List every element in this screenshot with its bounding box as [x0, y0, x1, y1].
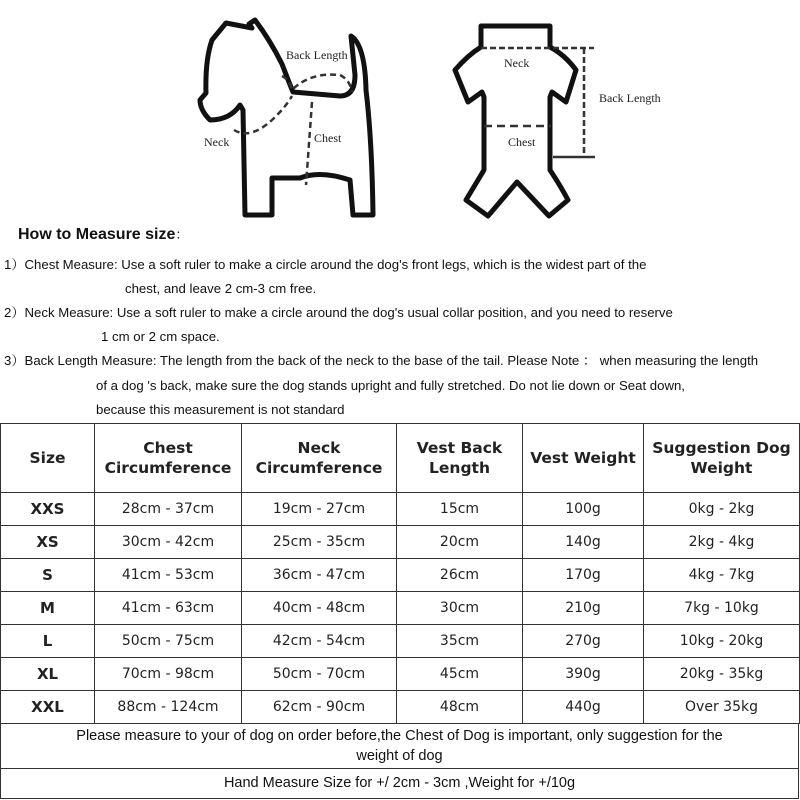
step-2: [4, 305, 673, 321]
table-row: [1, 625, 800, 658]
neck-cell: 19cm - 27cm: [242, 493, 397, 526]
size-cell: M: [1, 592, 95, 625]
size-cell: XS: [1, 526, 95, 559]
header-size: Size: [1, 424, 95, 493]
front-back-length-label: Back Length: [599, 91, 661, 105]
step-number: 1）: [4, 257, 25, 272]
vest-weight-cell: 100g: [523, 493, 644, 526]
chest-cell: 30cm - 42cm: [95, 526, 242, 559]
chest-cell: 41cm - 63cm: [95, 592, 242, 625]
size-cell: L: [1, 625, 95, 658]
step-1-continuation: chest, and leave 2 cm-3 cm free.: [125, 281, 317, 296]
neck-cell: 50cm - 70cm: [242, 658, 397, 691]
dog-weight-cell: 0kg - 2kg: [644, 493, 800, 526]
step-3: [4, 353, 758, 369]
dog-weight-cell: 10kg - 20kg: [644, 625, 800, 658]
neck-cell: 25cm - 35cm: [242, 526, 397, 559]
table-row: [1, 493, 800, 526]
back-length-cell: 35cm: [397, 625, 523, 658]
step-text: Back Length Measure: The length from the back of the neck to the base of the tail. Please Note ： when measuring the length: [24, 353, 759, 368]
table-header-row: [1, 424, 800, 493]
neck-cell: 36cm - 47cm: [242, 559, 397, 592]
header-chest-circumference: Chest Circumference: [95, 424, 242, 493]
measurement-note: [0, 723, 799, 769]
header-suggestion-dog-weight: Suggestion Dog Weight: [644, 424, 800, 493]
step-3-continuation-1: of a dog 's back, make sure the dog stands upright and fully stretched. Do not lie down or Seat down,: [96, 378, 685, 393]
howto-title-colon: ：: [175, 227, 189, 242]
table-row: [1, 658, 800, 691]
vest-weight-cell: 140g: [523, 526, 644, 559]
chest-cell: 28cm - 37cm: [95, 493, 242, 526]
dog-outline-illustrations: [0, 0, 800, 225]
dog-weight-cell: 4kg - 7kg: [644, 559, 800, 592]
note-line-1: Please measure to your of dog on order before,the Chest of Dog is important, only suggestion for the: [76, 728, 723, 744]
side-back-length-label: Back Length: [286, 48, 348, 62]
back-length-cell: 20cm: [397, 526, 523, 559]
vest-weight-cell: 390g: [523, 658, 644, 691]
step-3-continuation-2: because this measurement is not standard: [96, 402, 345, 417]
front-chest-label: Chest: [508, 135, 536, 149]
dog-weight-cell: 7kg - 10kg: [644, 592, 800, 625]
neck-cell: 42cm - 54cm: [242, 625, 397, 658]
back-length-cell: 48cm: [397, 691, 523, 724]
front-dog-icon: [455, 26, 576, 216]
size-cell: S: [1, 559, 95, 592]
step-2-continuation: 1 cm or 2 cm space.: [101, 329, 220, 344]
step-text: Neck Measure: Use a soft ruler to make a circle around the dog's usual collar position, and you need to reserve: [24, 305, 673, 320]
step-text: Chest Measure: Use a soft ruler to make a circle around the dog's front legs, which is the widest part of the: [24, 257, 647, 272]
front-neck-label: Neck: [504, 56, 530, 70]
measurement-diagrams: [0, 0, 800, 225]
vest-weight-cell: 440g: [523, 691, 644, 724]
vest-weight-cell: 210g: [523, 592, 644, 625]
header-neck-circumference: Neck Circumference: [242, 424, 397, 493]
table-row: [1, 592, 800, 625]
neck-cell: 40cm - 48cm: [242, 592, 397, 625]
step-number: 3）: [4, 353, 25, 368]
chest-cell: 50cm - 75cm: [95, 625, 242, 658]
chest-cell: 70cm - 98cm: [95, 658, 242, 691]
dog-weight-cell: 2kg - 4kg: [644, 526, 800, 559]
table-row: [1, 526, 800, 559]
vest-weight-cell: 270g: [523, 625, 644, 658]
side-neck-label: Neck: [204, 135, 230, 149]
back-length-cell: 30cm: [397, 592, 523, 625]
size-cell: XXL: [1, 691, 95, 724]
size-cell: XXS: [1, 493, 95, 526]
header-vest-weight: Vest Weight: [523, 424, 644, 493]
chest-cell: 41cm - 53cm: [95, 559, 242, 592]
note-line-2: weight of dog: [356, 748, 443, 764]
header-vest-back-length: Vest Back Length: [397, 424, 523, 493]
dog-weight-cell: Over 35kg: [644, 691, 800, 724]
howto-title-text: How to Measure size: [18, 226, 176, 243]
back-length-cell: 45cm: [397, 658, 523, 691]
table-row: [1, 559, 800, 592]
vest-weight-cell: 170g: [523, 559, 644, 592]
howto-title: [18, 224, 188, 244]
table-row: [1, 691, 800, 724]
step-1: [4, 257, 646, 273]
front-dog-measure-lines: [481, 48, 595, 157]
chest-cell: 88cm - 124cm: [95, 691, 242, 724]
step-number: 2）: [4, 305, 25, 320]
neck-cell: 62cm - 90cm: [242, 691, 397, 724]
size-chart-table: [0, 423, 800, 724]
size-cell: XL: [1, 658, 95, 691]
dog-weight-cell: 20kg - 35kg: [644, 658, 800, 691]
tolerance-note: Hand Measure Size for +/ 2cm - 3cm ,Weight for +/10g: [0, 769, 799, 799]
back-length-cell: 26cm: [397, 559, 523, 592]
back-length-cell: 15cm: [397, 493, 523, 526]
side-chest-label: Chest: [314, 131, 342, 145]
